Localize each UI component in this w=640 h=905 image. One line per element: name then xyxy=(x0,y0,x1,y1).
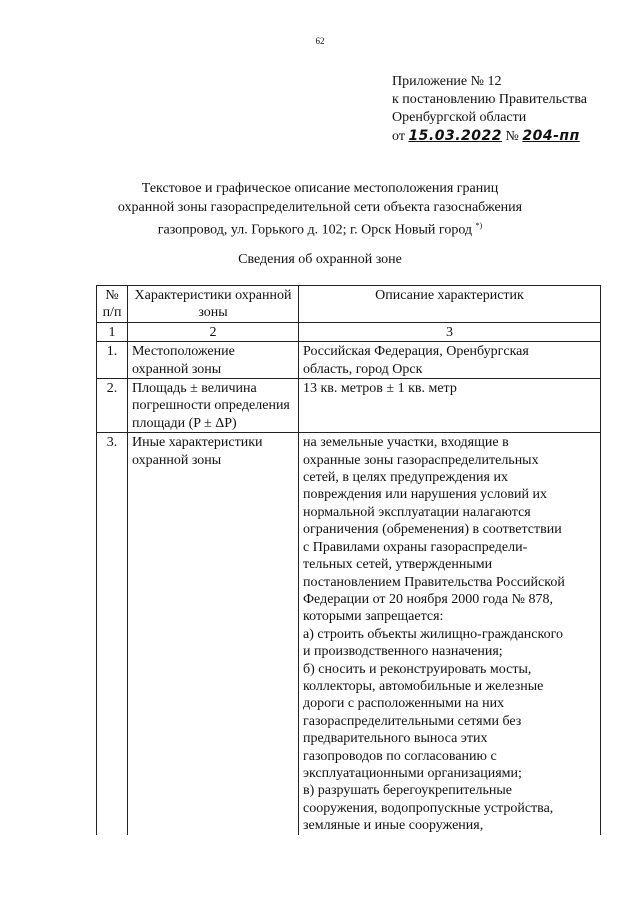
appendix-from-prefix: от xyxy=(392,129,409,144)
desc-line: дороги с расположенными на них xyxy=(303,696,505,712)
desc-line: а) строить объекты жилищно-гражданского xyxy=(303,626,563,642)
row-number: 2. xyxy=(97,379,128,433)
title-footnote-mark: *) xyxy=(475,221,483,230)
index-cell-1: 1 xyxy=(97,322,128,341)
desc-line: Федерации от 20 ноября 2000 года № 878, xyxy=(303,591,553,607)
row-name: Площадь ± величина погрешности определения площади (P ± ΔP) xyxy=(128,379,299,433)
appendix-decree: к постановлению Правительства xyxy=(392,92,588,107)
appendix-region: Оренбургской области xyxy=(392,110,527,125)
appendix-date-line xyxy=(392,127,587,146)
desc-line: постановлением Правительства Российской xyxy=(303,574,565,590)
desc-line: на земельные участки, входящие в xyxy=(303,435,509,451)
desc-line: земляные и иные сооружения, xyxy=(303,818,484,834)
desc-line: которыми запрещается: xyxy=(303,609,444,625)
row-number: 3. xyxy=(97,433,128,835)
appendix-number-prefix: № xyxy=(502,129,523,144)
desc-line: б) сносить и реконструировать мосты, xyxy=(303,661,532,677)
desc-line: и производственного назначения; xyxy=(303,644,503,660)
document-title xyxy=(100,180,540,240)
row-name: Иные характеристики охранной зоны xyxy=(128,433,299,835)
desc-line: тельных сетей, утвержденными xyxy=(303,557,493,573)
row-description xyxy=(299,433,601,835)
appendix-title: Приложение № 12 xyxy=(392,74,502,89)
desc-line: 13 кв. метров ± 1 кв. метр xyxy=(303,381,457,397)
desc-line: сетей, в целях предупреждения их xyxy=(303,470,508,486)
desc-line: нормальной эксплуатации налагаются xyxy=(303,504,531,520)
desc-line: ограничения (обременения) в соответствии xyxy=(303,522,562,538)
zone-info-table xyxy=(96,285,601,835)
row-number: 1. xyxy=(97,342,128,379)
table-row xyxy=(97,379,601,433)
header-description: Описание характеристик xyxy=(299,286,601,323)
desc-line: предварительного выноса этих xyxy=(303,731,488,747)
desc-line: коллекторы, автомобильные и железные xyxy=(303,678,544,694)
desc-line: эксплуатационными организациями; xyxy=(303,765,522,781)
desc-line: охранные зоны газораспределительных xyxy=(303,452,539,468)
table-header-row xyxy=(97,286,601,323)
index-cell-3: 3 xyxy=(299,322,601,341)
header-characteristics: Характеристики охранной зоны xyxy=(128,286,299,323)
desc-line: Российская Федерация, Оренбургская xyxy=(303,344,529,360)
row-description xyxy=(299,342,601,379)
table-index-row xyxy=(97,322,601,341)
desc-line: газораспределительными сетями без xyxy=(303,713,522,729)
desc-line: сооружения, водопропускные устройства, xyxy=(303,800,554,816)
appendix-block xyxy=(392,73,587,146)
index-cell-2: 2 xyxy=(128,322,299,341)
header-number: № п/п xyxy=(97,286,128,323)
appendix-date: 15.03.2022 xyxy=(408,128,503,144)
desc-line: газопроводов по согласованию с xyxy=(303,748,497,764)
title-line-1: Текстовое и графическое описание местоположения границ xyxy=(141,181,499,196)
section-subtitle: Сведения об охранной зоне xyxy=(238,252,402,267)
page-number: 62 xyxy=(315,36,325,46)
desc-line: повреждения или нарушения условий их xyxy=(303,487,547,503)
title-line-2: охранной зоны газораспределительной сети объекта газоснабжения xyxy=(117,199,523,215)
table-row xyxy=(97,342,601,379)
title-line-3 xyxy=(100,217,540,240)
table-row xyxy=(97,433,601,835)
desc-line: с Правилами охраны газораспредели- xyxy=(303,539,528,555)
appendix-number: 204-пп xyxy=(522,128,580,144)
desc-line: область, город Орск xyxy=(303,361,423,377)
row-name: Местоположение охранной зоны xyxy=(128,342,299,379)
row-description xyxy=(299,379,601,433)
title-line-3-text: газопровод, ул. Горького д. 102; г. Орск Новый город xyxy=(157,222,473,238)
desc-line: в) разрушать берегоукрепительные xyxy=(303,783,513,799)
